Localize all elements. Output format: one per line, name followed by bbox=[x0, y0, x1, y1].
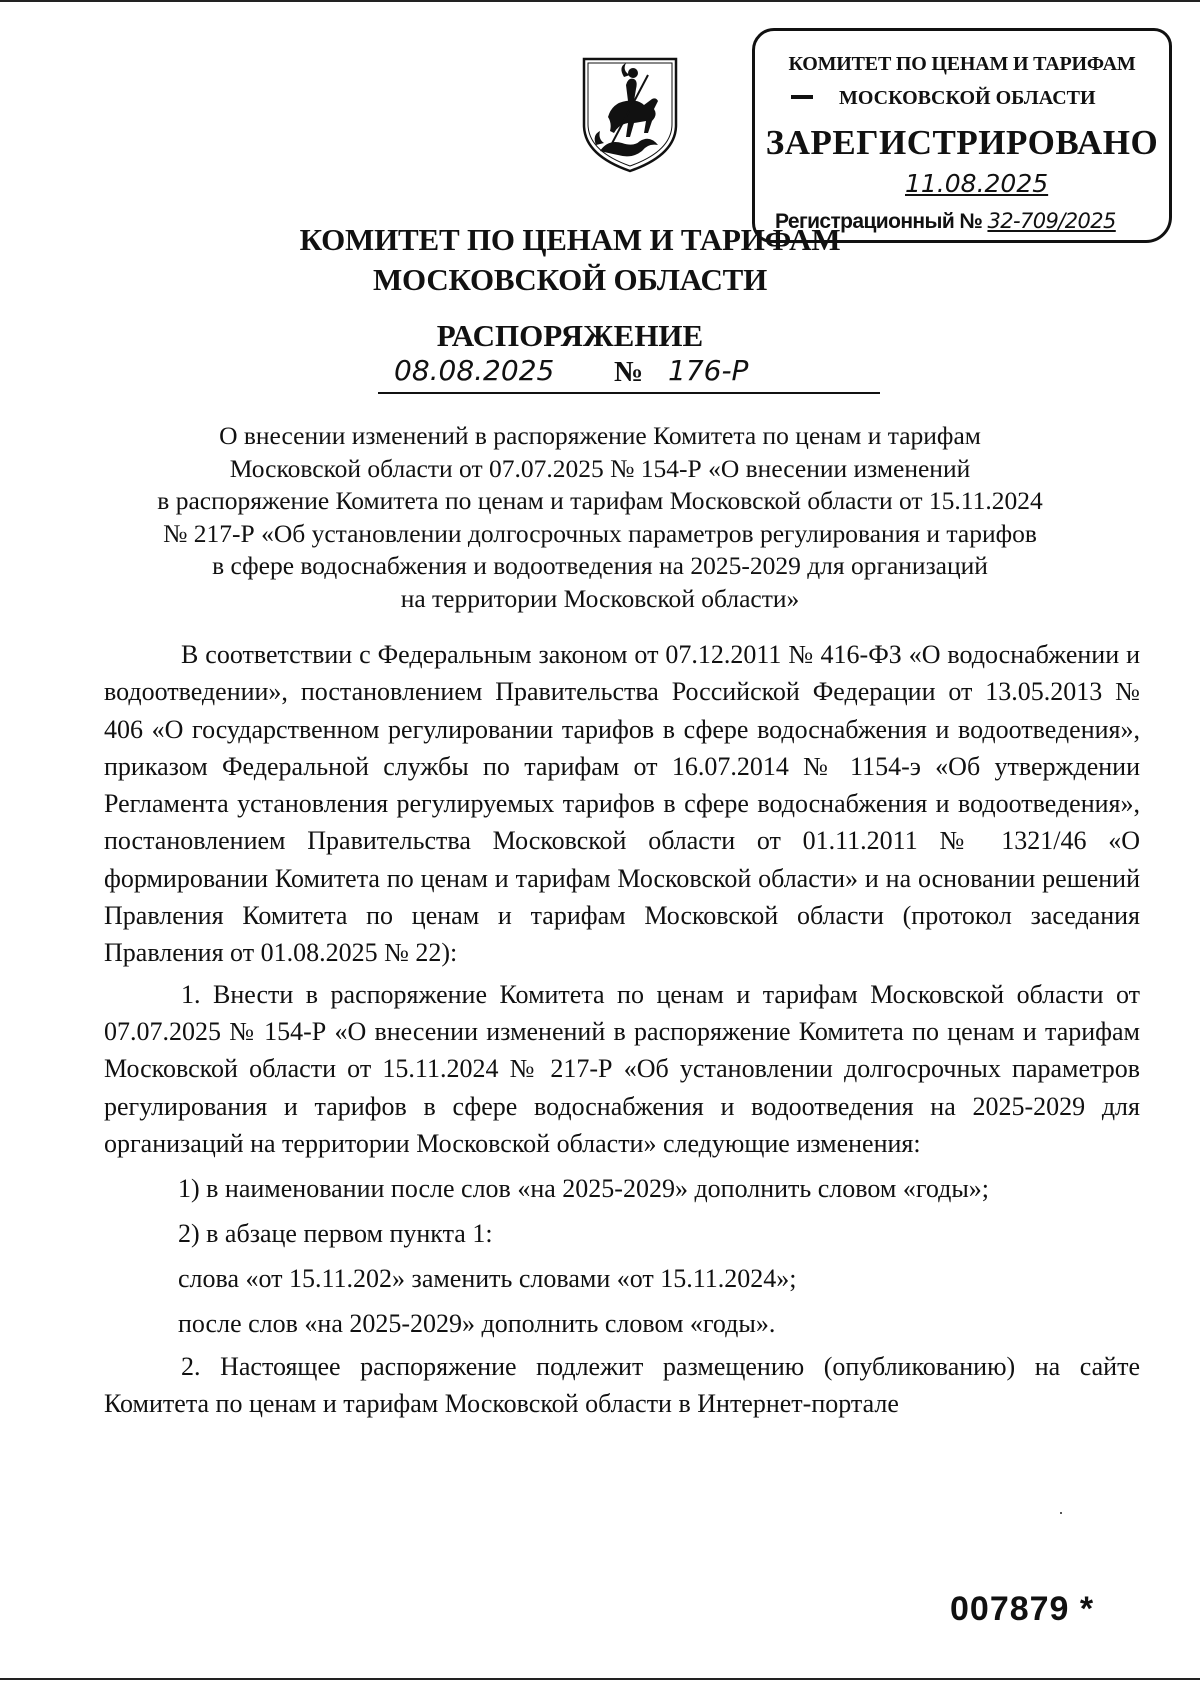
stamp-mark bbox=[791, 95, 813, 99]
title-line: в распоряжение Комитета по ценам и тарифам Московской области от 15.11.2024 bbox=[157, 486, 1043, 515]
stamp-org-line1: КОМИТЕТ ПО ЦЕНАМ И ТАРИФАМ bbox=[788, 53, 1136, 75]
subpoint-2-change-a: слова «от 15.11.202» заменить словами «от 15.11.2024»; bbox=[178, 1264, 797, 1294]
bottom-edge-line bbox=[0, 1678, 1200, 1680]
title-line: Московской области от 07.07.2025 № 154-Р «О внесении изменений bbox=[229, 453, 971, 483]
top-edge-line bbox=[0, 0, 1200, 2]
stamp-date: 11.08.2025 bbox=[905, 169, 1049, 198]
scan-speck bbox=[1060, 1512, 1062, 1514]
registration-stamp bbox=[752, 28, 1172, 243]
title-line: № 217-Р «Об установлении долгосрочных параметров регулирования и тарифов bbox=[163, 518, 1037, 548]
subpoint-1: 1) в наименовании после слов «на 2025-2029» дополнить словом «годы»; bbox=[178, 1174, 990, 1204]
document-title bbox=[120, 420, 1080, 615]
title-line: на территории Московской области» bbox=[400, 583, 800, 613]
point-2-paragraph: 2. Настоящее распоряжение подлежит размещению (опубликованию) на сайте Комитета по ценам и тарифам Московской области в Интернет-портале bbox=[104, 1352, 1140, 1419]
title-line: в сфере водоснабжения и водоотведения на 2025-2029 для организаций bbox=[212, 551, 988, 580]
stamp-registered-label: ЗАРЕГИСТРИРОВАНО bbox=[765, 123, 1159, 162]
org-name-line2: МОСКОВСКОЙ ОБЛАСТИ bbox=[372, 262, 768, 297]
stamp-org-line2: МОСКОВСКОЙ ОБЛАСТИ bbox=[839, 87, 1096, 109]
document-body bbox=[104, 636, 1140, 1423]
org-name-line1: КОМИТЕТ ПО ЦЕНАМ И ТАРИФАМ bbox=[299, 222, 841, 257]
form-serial-number: 007879 * bbox=[950, 1590, 1095, 1628]
preamble-paragraph: В соответствии с Федеральным законом от 07.12.2011 № 416-ФЗ «О водоснабжении и водоотведении», постановлением Правительства Российской Федерации от 13.05.2013 № 406 «О государственном регулировании тарифов в сфере водоснабжения и водоотведения», приказом Федеральной службы по тарифам от 16.07.2014 № 1154-э «Об утверждении Регламента установления регулируемых тарифов в сфере водоснабжения и водоотведения», постановлением Правительства Московской области от 01.11.2011 № 1321/46 «О формировании Комитета по ценам и тарифам Московской области» и на основании решений Правления Комитета по ценам и тарифам Московской области (протокол заседания Правления от 01.08.2025 № 22): bbox=[104, 640, 1140, 968]
document-date: 08.08.2025 bbox=[394, 354, 555, 387]
document-type: РАСПОРЯЖЕНИЕ bbox=[436, 318, 704, 353]
subpoint-2: 2) в абзаце первом пункта 1: bbox=[178, 1219, 493, 1249]
stamp-reg-label: Регистрационный № bbox=[775, 210, 983, 233]
number-sign: № bbox=[614, 356, 644, 388]
subpoint-2-change-b: после слов «на 2025-2029» дополнить словом «годы». bbox=[178, 1309, 776, 1339]
point-1-paragraph: 1. Внести в распоряжение Комитета по ценам и тарифам Московской области от 07.07.2025 № 154-Р «О внесении изменений в распоряжение Комитета по ценам и тарифам Московской области от 15.11.2024 № 217-Р «Об установлении долгосрочных параметров регулирования и тарифов в сфере водоснабжения и водоотведения на 2025-2029 для организаций на территории Московской области» следующие изменения: bbox=[104, 979, 1140, 1158]
title-line: О внесении изменений в распоряжение Комитета по ценам и тарифам bbox=[219, 421, 981, 450]
stamp-reg-number: 32-709/2025 bbox=[987, 209, 1116, 233]
date-number-line bbox=[378, 352, 880, 394]
document-number: 176-Р bbox=[668, 354, 749, 387]
moscow-coat-of-arms-icon bbox=[578, 55, 682, 175]
